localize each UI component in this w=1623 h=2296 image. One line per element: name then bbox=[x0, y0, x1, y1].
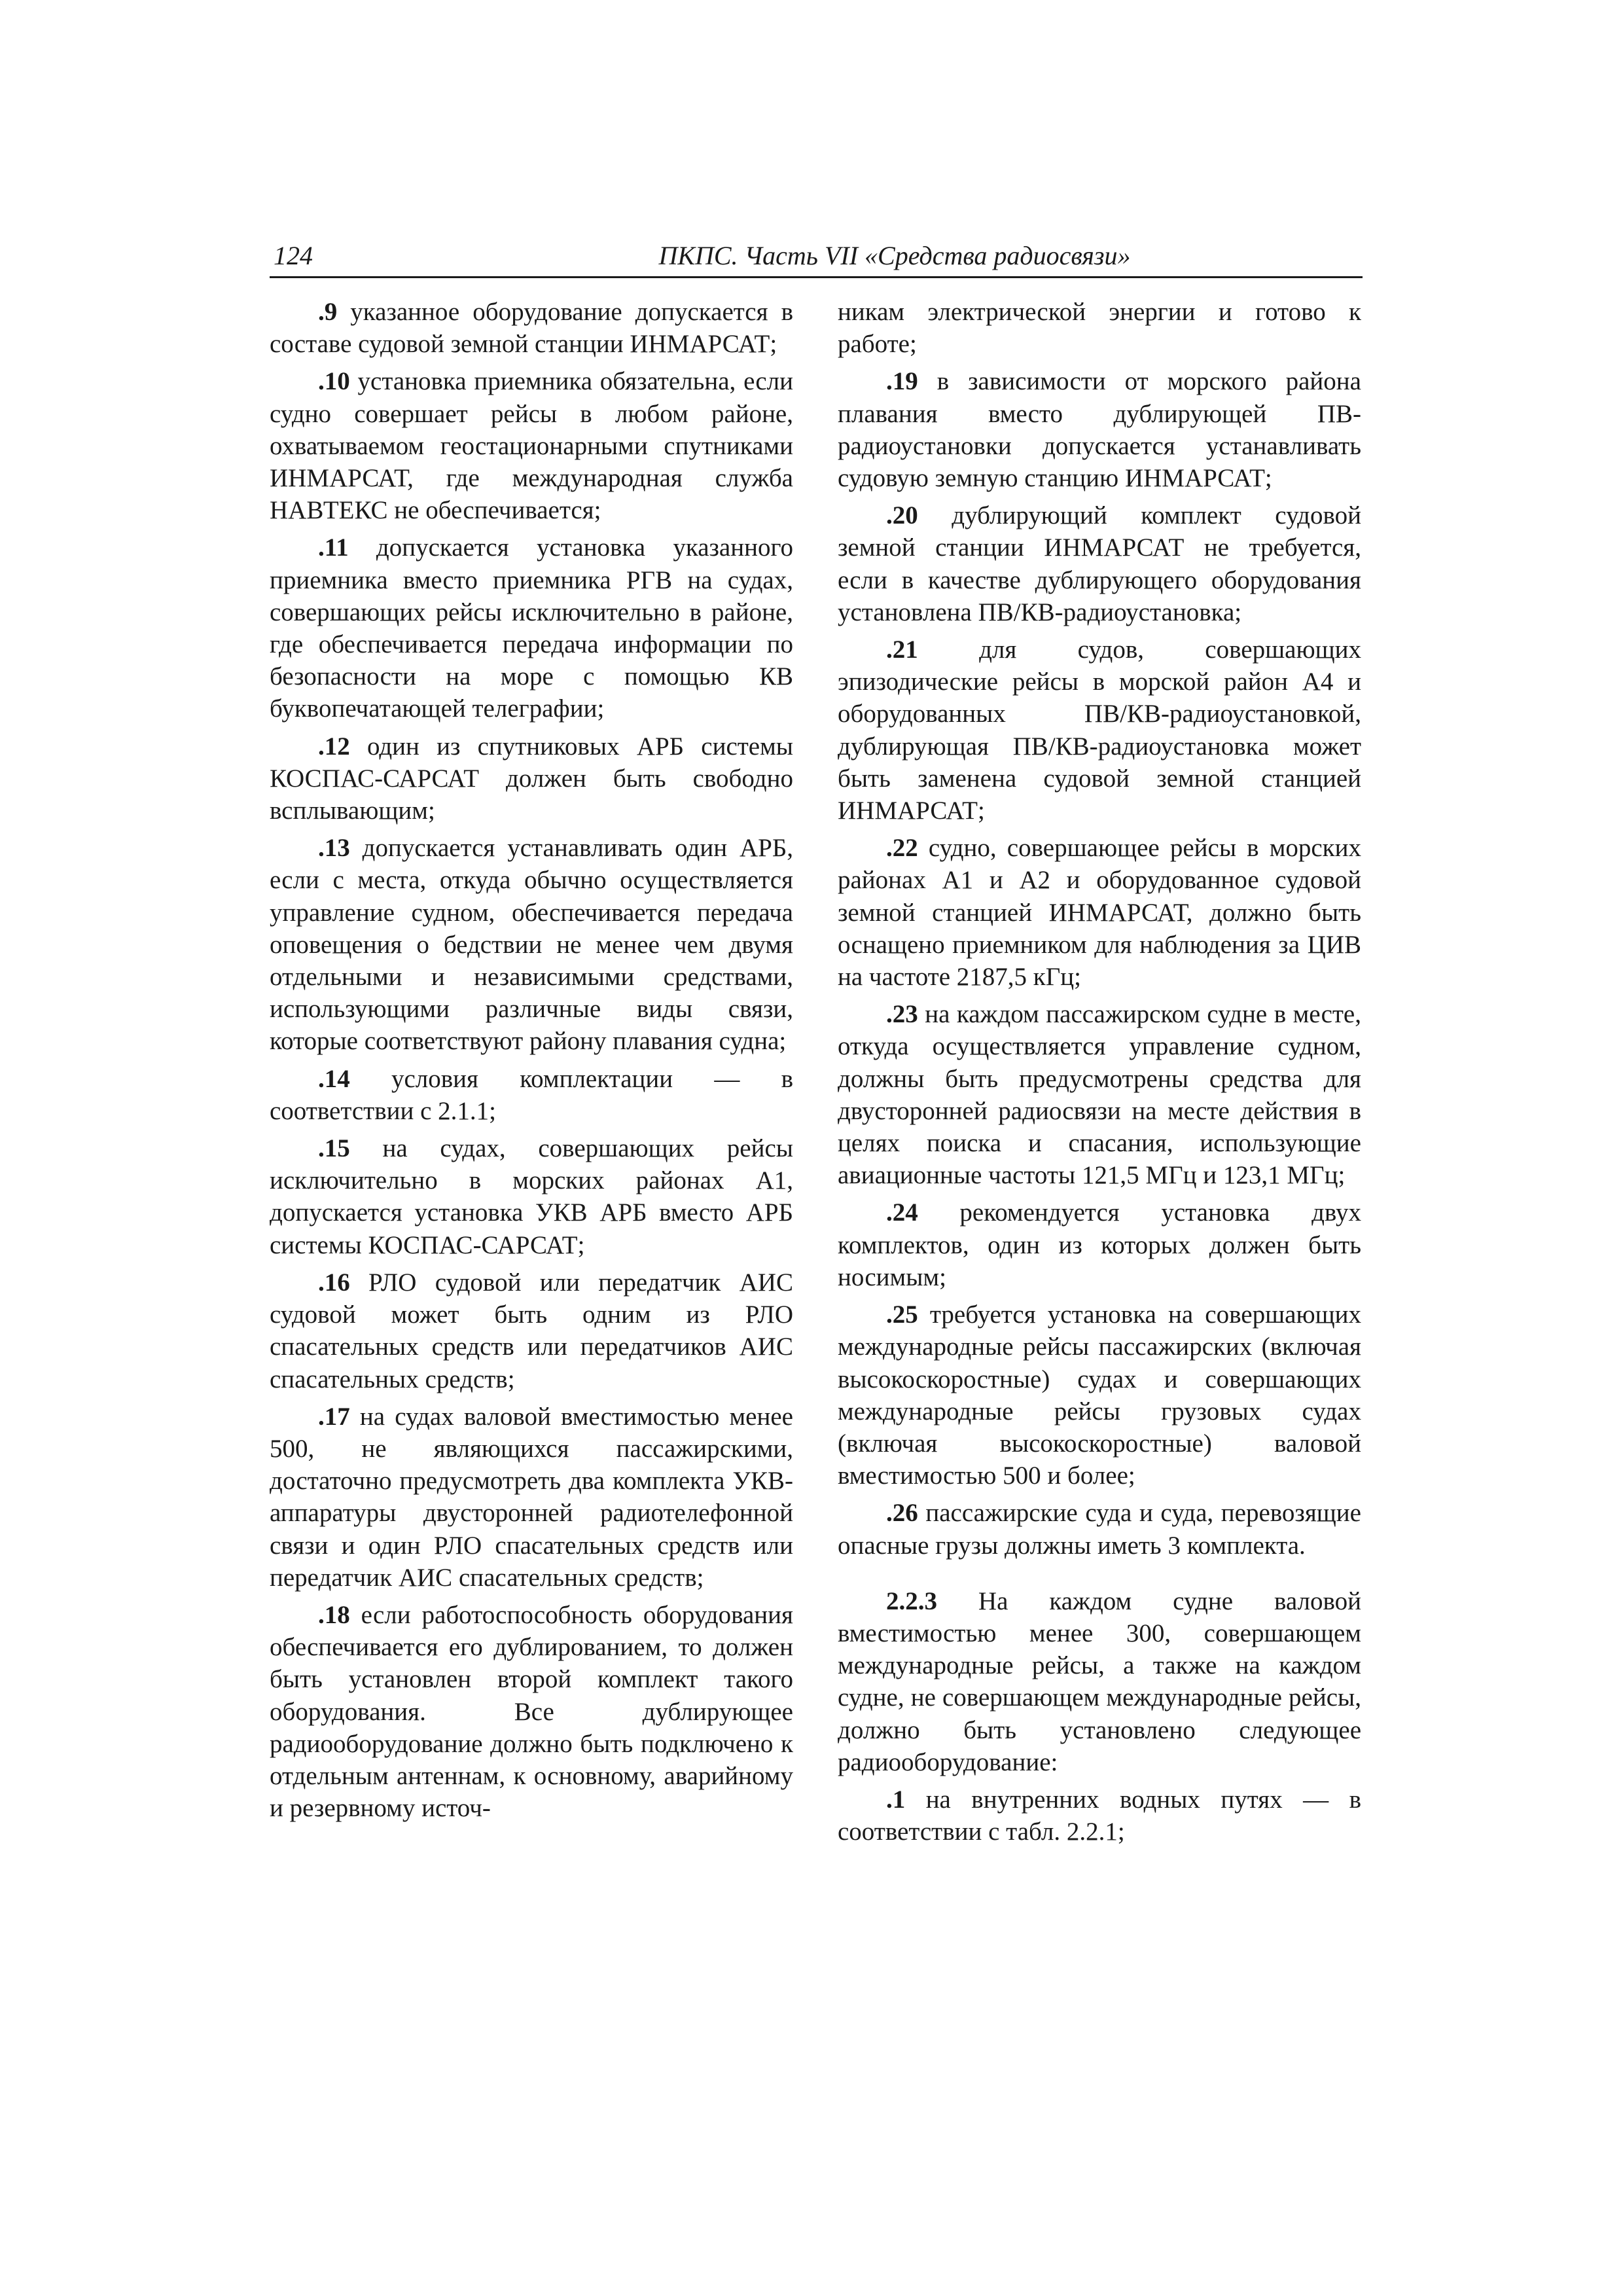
item-text: условия комплектации — в соответствии с 2.1.1; bbox=[270, 1064, 793, 1125]
list-item bbox=[838, 1784, 1361, 1848]
item-text: пассажирские суда и суда, перевозящие опасные грузы должны иметь 3 комплекта. bbox=[838, 1499, 1361, 1560]
item-text: на судах, совершающих рейсы исключительно в морских районах А1, допускается установка УКВ АРБ вместо АРБ системы КОСПАС-САРСАТ; bbox=[270, 1134, 793, 1259]
item-number: .12 bbox=[318, 732, 350, 761]
list-item bbox=[270, 1401, 793, 1594]
item-number: .10 bbox=[318, 367, 350, 396]
item-text: дублирующий комплект судовой земной станции ИНМАРСАТ не требуется, если в качестве дублирующего оборудования установлена ПВ/КВ-радиоустановка; bbox=[838, 501, 1361, 626]
section-paragraph bbox=[838, 1585, 1361, 1778]
list-item bbox=[270, 730, 793, 827]
running-title: ПКПС. Часть VII «Средства радиосвязи» bbox=[658, 241, 1131, 270]
item-text: на внутренних водных путях — в соответствии с табл. 2.2.1; bbox=[838, 1785, 1361, 1846]
item-text: на каждом пассажирском судне в месте, откуда осуществляется управление судном, должны быть предусмотрены средства для двусторонней радиосвязи на месте действия в целях поиска и спасания, использующие авиационные частоты 121,5 МГц и 123,1 МГц; bbox=[838, 1000, 1361, 1190]
item-number: .23 bbox=[886, 1000, 918, 1029]
item-number: .1 bbox=[886, 1785, 906, 1814]
item-text: допускается установка указанного приемника вместо приемника РГВ на судах, совершающих рейсы исключительно в районе, где обеспечивается передача информации по безопасности на море с помощью КВ буквопечатающей телеграфии; bbox=[270, 533, 793, 723]
list-item bbox=[270, 1063, 793, 1127]
item-number: .15 bbox=[318, 1134, 350, 1163]
page-header bbox=[270, 236, 1363, 278]
item-number: .20 bbox=[886, 501, 918, 530]
list-item bbox=[270, 531, 793, 725]
item-text: если работоспособность оборудования обеспечивается его дублированием, то должен быть установлен второй комплект такого оборудования. Все дублирующее радиооборудование должно быть подключено к отдельным антеннам, к основному, аварийному и резервному источ- bbox=[270, 1600, 793, 1823]
item-number: .18 bbox=[318, 1600, 350, 1629]
continuation-text: никам электрической энергии и готово к работе; bbox=[838, 298, 1361, 359]
list-item bbox=[838, 998, 1361, 1191]
item-number: .14 bbox=[318, 1064, 350, 1093]
item-number: .13 bbox=[318, 834, 350, 863]
item-number: .17 bbox=[318, 1402, 350, 1431]
item-text: рекомендуется установка двух комплектов, один из которых должен быть носимым; bbox=[838, 1198, 1361, 1291]
list-item bbox=[838, 1196, 1361, 1293]
list-item bbox=[838, 1299, 1361, 1492]
list-item bbox=[838, 365, 1361, 494]
list-item bbox=[270, 1266, 793, 1395]
item-number: .21 bbox=[886, 636, 918, 664]
item-number: .22 bbox=[886, 834, 918, 863]
right-column bbox=[838, 296, 1361, 1853]
list-item bbox=[838, 634, 1361, 827]
item-text: один из спутниковых АРБ системы КОСПАС-САРСАТ должен быть свободно всплывающим; bbox=[270, 732, 793, 825]
item-text: указанное оборудование допускается в составе судовой земной станции ИНМАРСАТ; bbox=[270, 298, 793, 359]
item-number: .19 bbox=[886, 367, 918, 396]
section-text: На каждом судне валовой вместимостью менее 300, совершающем международные рейсы, а также на каждом судне, не совершающем международные рейсы, должно быть установлено следующее радиооборудование: bbox=[838, 1587, 1361, 1776]
item-text: в зависимости от морского района плавания вместо дублирующей ПВ-радиоустановки допускается устанавливать судовую земную станцию ИНМАРСАТ; bbox=[838, 367, 1361, 493]
item-number: .24 bbox=[886, 1198, 918, 1227]
page-number: 124 bbox=[274, 241, 313, 270]
item-number: .25 bbox=[886, 1300, 918, 1329]
list-item bbox=[270, 1132, 793, 1261]
list-item bbox=[838, 1497, 1361, 1561]
item-number: .9 bbox=[318, 298, 338, 326]
item-text: требуется установка на совершающих международные рейсы пассажирских (включая высокоскоростные) судах и совершающих международные рейсы грузовых судах (включая высокоскоростные) валовой вместимостью 500 и более; bbox=[838, 1300, 1361, 1490]
section-number: 2.2.3 bbox=[886, 1587, 937, 1615]
item-text: РЛО судовой или передатчик АИС судовой может быть одним из РЛО спасательных средств или передатчиков АИС спасательных средств; bbox=[270, 1268, 793, 1393]
item-text: установка приемника обязательна, если судно совершает рейсы в любом районе, охватываемом геостационарными спутниками ИНМАРСАТ, где международная служба НАВТЕКС не обеспечивается; bbox=[270, 367, 793, 525]
list-item bbox=[270, 832, 793, 1057]
item-text: допускается устанавливать один АРБ, если с места, откуда обычно осуществляется управление судном, обеспечивается передача оповещения о бедствии не менее чем двумя отдельными и независимыми средствами, использующими различные виды связи, которые соответствуют району плавания судна; bbox=[270, 834, 793, 1056]
item-text: на судах валовой вместимостью менее 500, не являющихся пассажирскими, достаточно предусмотреть два комплекта УКВ-аппаратуры двусторонней радиотелефонной связи и один РЛО спасательных средств или передатчик АИС спасательных средств; bbox=[270, 1402, 793, 1592]
list-item bbox=[838, 832, 1361, 993]
item-number: .11 bbox=[318, 533, 349, 562]
list-item bbox=[838, 499, 1361, 628]
list-item bbox=[270, 296, 793, 360]
list-item bbox=[270, 365, 793, 526]
list-item bbox=[270, 1599, 793, 1824]
item-number: .26 bbox=[886, 1499, 918, 1528]
item-number: .16 bbox=[318, 1268, 350, 1297]
item-text: для судов, совершающих эпизодические рейсы в морской район А4 и оборудованных ПВ/КВ-радиоустановкой, дублирующая ПВ/КВ-радиоустановка может быть заменена судовой земной станцией ИНМАРСАТ; bbox=[838, 636, 1361, 825]
item-text: судно, совершающее рейсы в морских районах А1 и А2 и оборудованное судовой земной станцией ИНМАРСАТ, должно быть оснащено приемником для наблюдения за ЦИВ на частоте 2187,5 кГц; bbox=[838, 834, 1361, 992]
left-column bbox=[270, 296, 793, 1829]
